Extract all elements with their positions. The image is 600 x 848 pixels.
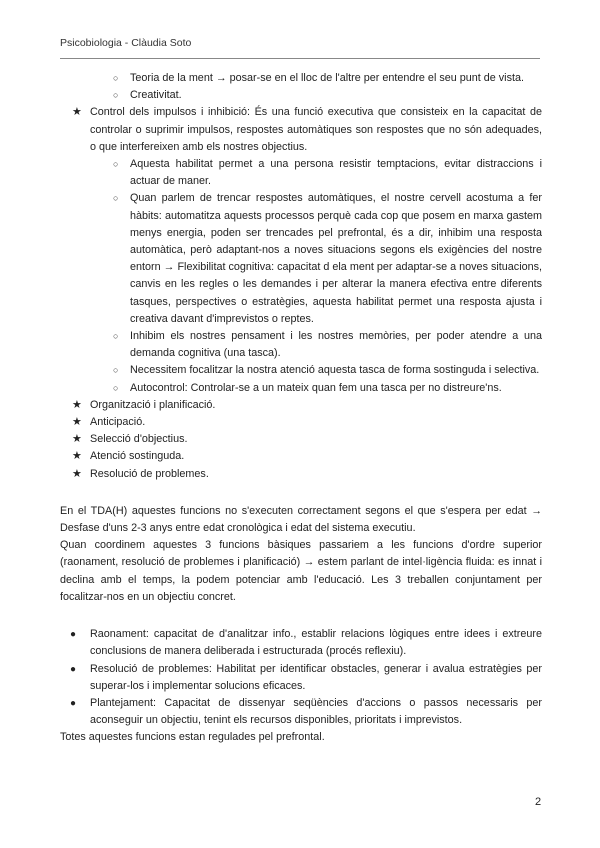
list-item: ○ Autocontrol: Controlar-se a un mateix quan fem una tasca per no distreure'ns. bbox=[130, 380, 542, 397]
list-item: ★ Organització i planificació. bbox=[90, 397, 542, 414]
star-icon: ★ bbox=[72, 450, 82, 463]
list-item: ○ Necessitem focalitzar la nostra atenció aquesta tasca de forma sostinguda i selectiva. bbox=[130, 362, 542, 379]
bullet-icon: ● bbox=[70, 697, 77, 709]
bullet-item: ● Plantejament: Capacitat de dissenyar seqüències d'accions o passos necessaris per aconseguir un objectiu, tenint els recursos disponibles, prioritats i imprevistos. bbox=[70, 696, 542, 727]
bullet-item: ● Raonament: capacitat de d'analitzar info., establir relacions lògiques entre idees i extreure conclusions de manera deliberada i estructurada (procés reflexiu). bbox=[70, 628, 542, 658]
paragraph-tdah: En el TDA(H) aquestes funcions no s'executen correctament segons el que s'espera per edat → Desfase d'uns 2-3 anys entre edat cronològica i edat del sistema executiu. bbox=[60, 504, 542, 535]
page-content bbox=[60, 70, 542, 747]
list-item: ○ Creativitat. bbox=[130, 87, 542, 104]
list-item: ○ Aquesta habilitat permet a una persona resistir temptacions, evitar distraccions i actuar de maner. bbox=[130, 156, 542, 190]
bullet-icon: ● bbox=[70, 629, 77, 641]
paragraph-coordinem: Quan coordinem aquestes 3 funcions bàsiques passariem a les funcions d'ordre superior (raonament, resolució de problemes i planificació) → estem parlant de intel·ligència fluida: es innat i declina amb el temps, la podem potenciar amb l'educació. Les 3 treballen conjuntament per focalitzar-nos en un objectiu concret. bbox=[60, 539, 542, 603]
list-item: ○ Quan parlem de trencar respostes automàtiques, el nostre cervell acostuma a fer hàbits: automatitza aquests processos perquè cada cop que posem en marxa gastem menys energia, poden ser trencades pel prefrontal, és a dir, inhibim una resposta automàtica, però adaptant-nos a noves situacions segons els exigències del nostre entorn → Flexibilitat cognitiva: capacitat d ela ment per adaptar-se a noves situacions, canvis en les regles o les demandes i per alterar la manera efectiva entre diferents tasques, perspectives o estratègies, aquesta habilitat permet una resposta ajusta i creativa davant d'imprevistos o reptes. bbox=[130, 190, 542, 328]
star-icon: ★ bbox=[72, 433, 82, 446]
list-item-control bbox=[72, 104, 542, 156]
star-icon: ★ bbox=[72, 416, 82, 429]
star-icon: ★ bbox=[72, 467, 82, 480]
list-item: ○ Teoria de la ment → posar-se en el lloc de l'altre per entendre el seu punt de vista. bbox=[130, 70, 542, 87]
bullet-item: ● Resolució de problemes: Habilitat per identificar obstacles, generar i avalua estratègies per superar-los i implementar solucions eficaces. bbox=[70, 662, 542, 692]
header-divider bbox=[60, 58, 540, 59]
star-icon: ★ bbox=[72, 106, 82, 119]
list-item: ★ Atenció sostinguda. bbox=[90, 448, 542, 465]
bullet-icon: ● bbox=[70, 663, 77, 675]
list-item: ★ Selecció d'objectius. bbox=[90, 431, 542, 448]
list-item: ○ Inhibim els nostres pensament i les nostres memòries, per poder atendre a una demanda cognitiva (una tasca). bbox=[130, 328, 542, 362]
paragraph-totes: Totes aquestes funcions estan regulades pel prefrontal. bbox=[60, 731, 325, 744]
page-header: Psicobiologia - Clàudia Soto bbox=[60, 37, 192, 49]
control-text: Control dels impulsos i inhibició: És una funció executiva que consisteix en la capacitat de controlar o suprimir impulsos, respostes automàtiques son respostes que no són adequades, o que interfereixen amb els nostres objectius. bbox=[90, 106, 542, 153]
page-number: 2 bbox=[535, 796, 542, 808]
list-item: ★ Anticipació. bbox=[90, 414, 542, 431]
star-icon: ★ bbox=[72, 398, 82, 411]
list-item: ★ Resolució de problemes. bbox=[90, 466, 542, 483]
